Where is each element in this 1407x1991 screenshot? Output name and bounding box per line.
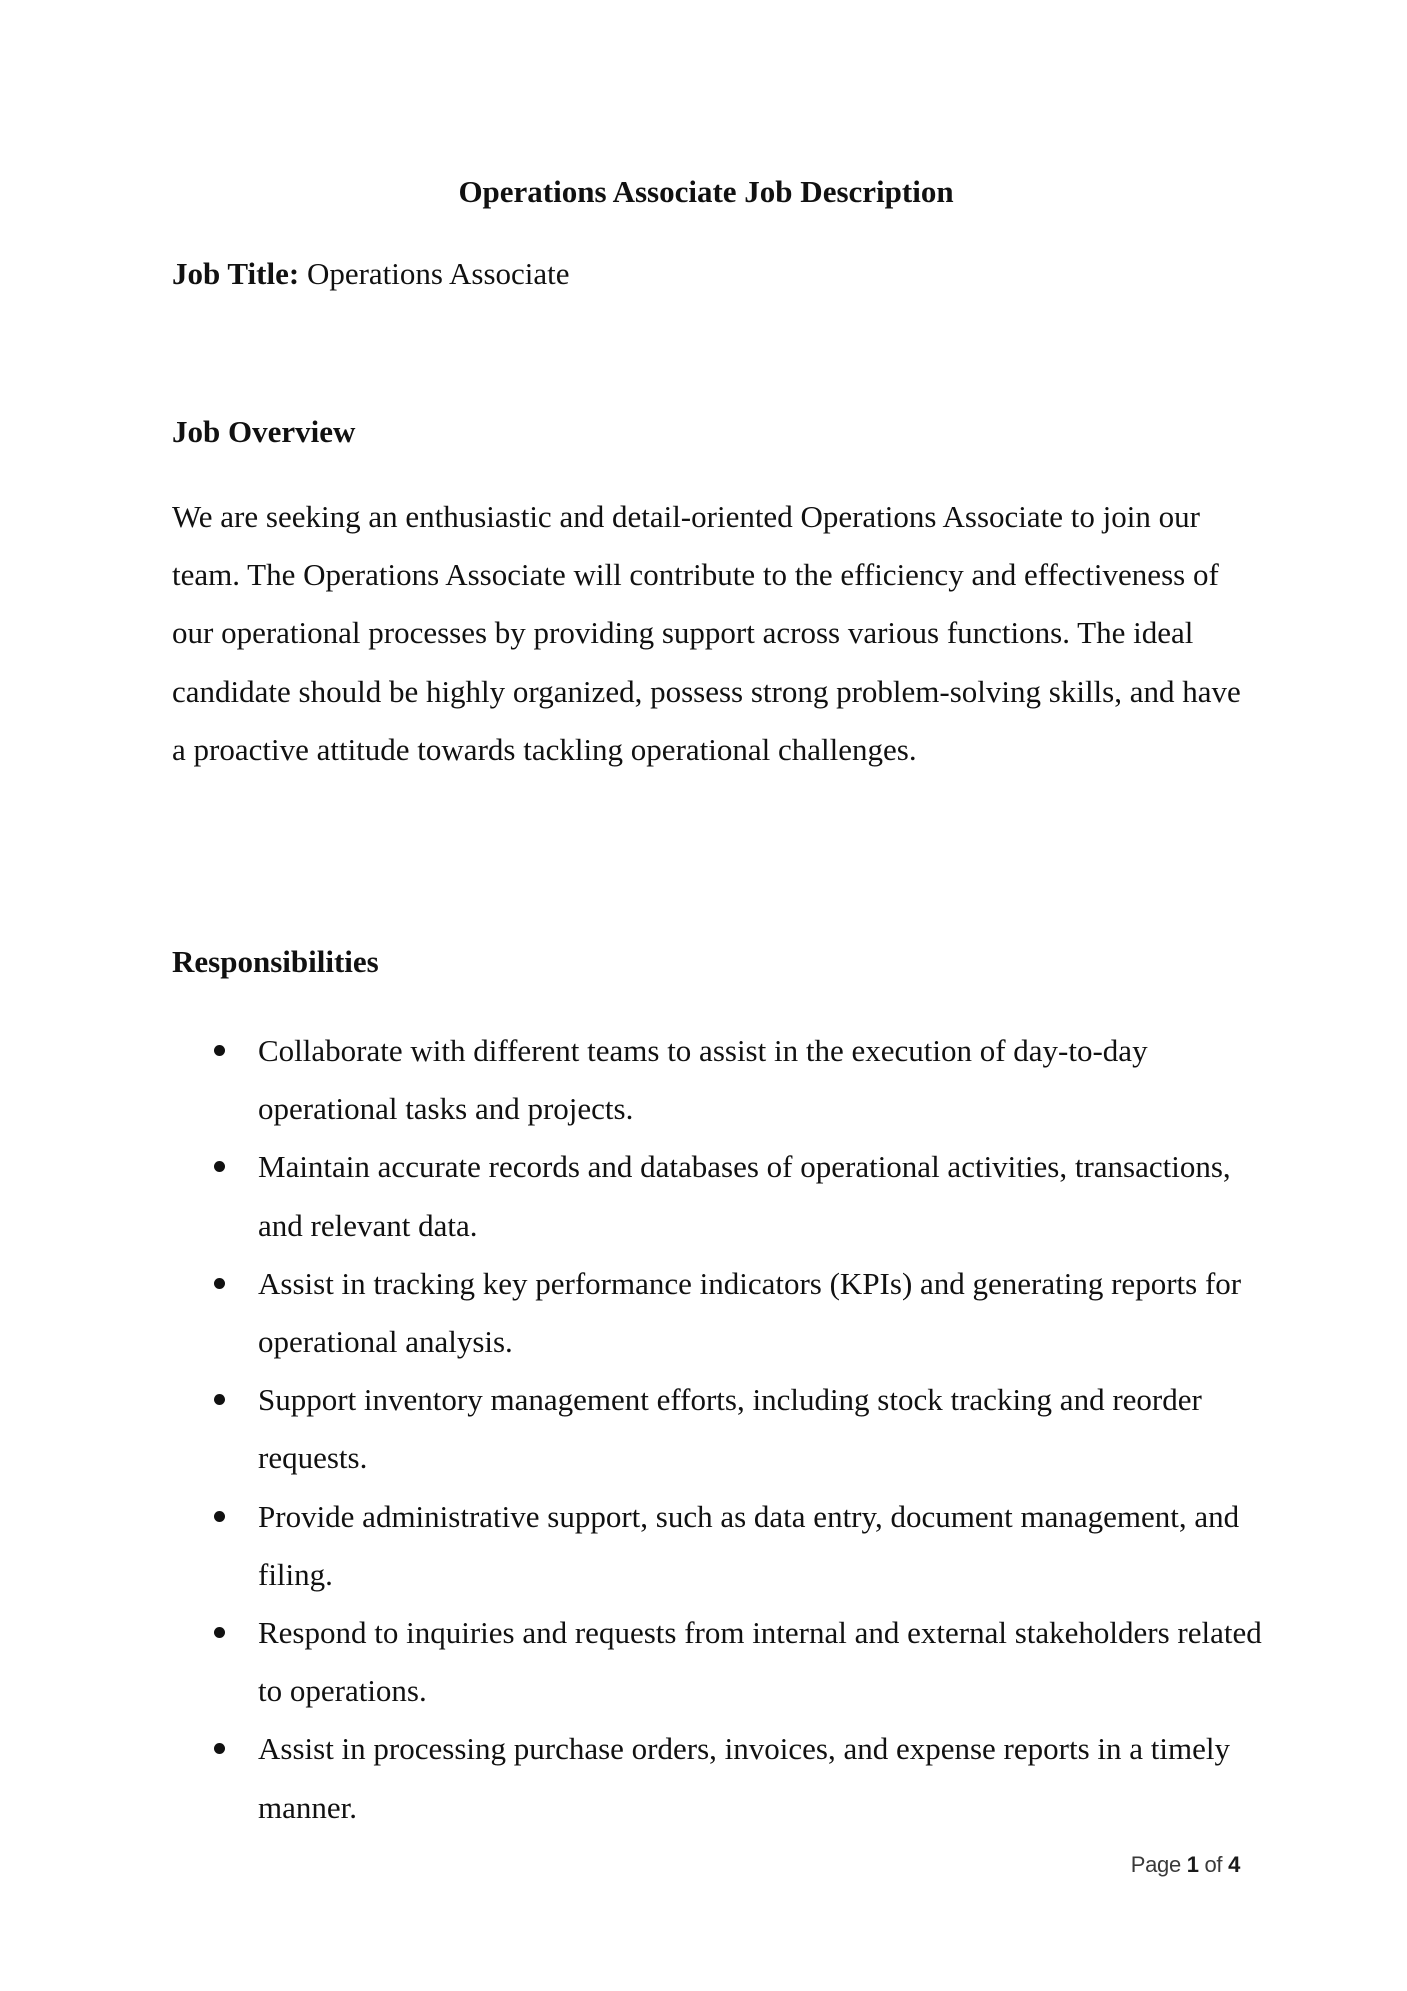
list-item [172, 1371, 1262, 1487]
list-item-text: Provide administrative support, such as data entry, document management, and filing. [258, 1498, 1240, 1592]
list-item-text: Support inventory management efforts, including stock tracking and reorder requests. [258, 1382, 1202, 1476]
page-word: Page [1130, 1852, 1187, 1877]
bullet-icon [214, 1743, 225, 1754]
list-item [172, 1255, 1262, 1371]
list-item [172, 1604, 1262, 1720]
list-item [172, 1138, 1262, 1254]
total-pages-number: 4 [1228, 1852, 1240, 1877]
responsibilities-heading: Responsibilities [172, 944, 379, 979]
document-title: Operations Associate Job Description [458, 174, 954, 209]
responsibilities-list [172, 1022, 1262, 1837]
list-item-text: Assist in tracking key performance indicators (KPIs) and generating reports for operational analysis. [258, 1265, 1242, 1360]
list-item [172, 1022, 1262, 1138]
list-item [172, 1720, 1262, 1836]
job-title-label: Job Title: [172, 256, 300, 291]
job-title-value: Operations Associate [299, 256, 570, 291]
job-title-line [172, 256, 570, 292]
bullet-icon [214, 1161, 225, 1172]
page-number-footer [1060, 1851, 1240, 1879]
bullet-icon [214, 1627, 225, 1638]
of-word: of [1198, 1852, 1229, 1877]
list-item-text: Collaborate with different teams to assist in the execution of day-to-day operational tasks and projects. [258, 1033, 1148, 1127]
bullet-icon [214, 1394, 225, 1405]
list-item-text: Maintain accurate records and databases of operational activities, transactions, and relevant data. [258, 1149, 1231, 1243]
bullet-icon [214, 1278, 225, 1289]
list-item-text: Assist in processing purchase orders, invoices, and expense reports in a timely manner. [258, 1731, 1230, 1825]
bullet-icon [214, 1511, 225, 1522]
job-overview-paragraph: We are seeking an enthusiastic and detail-oriented Operations Associate to join our team. The Operations Associate will contribute to the efficiency and effectiveness of our operational processes by providing support across various functions. The ideal candidate should be highly organized, possess strong problem-solving skills, and have a proactive attitude towards tackling operational challenges. [172, 499, 1241, 767]
list-item-text: Respond to inquiries and requests from internal and external stakeholders related to operations. [258, 1615, 1262, 1709]
list-item [172, 1488, 1262, 1604]
bullet-icon [214, 1045, 225, 1056]
job-overview-heading: Job Overview [172, 414, 356, 449]
current-page-number: 1 [1186, 1852, 1199, 1877]
